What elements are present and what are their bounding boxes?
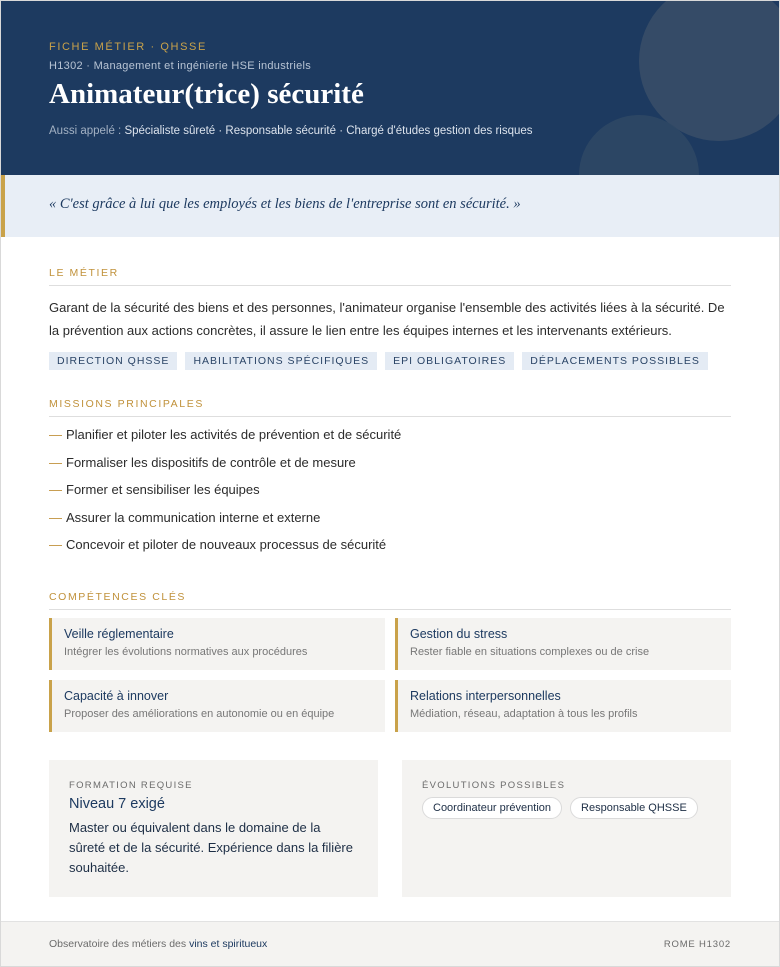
formation-level: Niveau 7 exigé — [69, 795, 165, 812]
main-content — [1, 237, 779, 897]
mission-text: Formaliser les dispositifs de contrôle et de mesure — [66, 454, 356, 470]
box-label: FORMATION REQUISE — [69, 779, 193, 791]
aka-line — [49, 125, 731, 137]
mission-text: Assurer la communication interne et externe — [66, 509, 321, 525]
section-missions — [49, 398, 731, 563]
list-item — [49, 535, 731, 563]
box-label: ÉVOLUTIONS POSSIBLES — [422, 779, 566, 791]
list-item — [49, 425, 731, 453]
competence-card — [49, 680, 385, 732]
dash-marker: — — [49, 427, 62, 442]
tag-list — [49, 352, 731, 370]
competence-name: Veille réglementaire — [64, 626, 174, 641]
missions-list — [49, 425, 731, 563]
mission-text: Concevoir et piloter de nouveaux processus de sécurité — [66, 537, 387, 552]
section-title: LE MÉTIER — [49, 267, 731, 286]
evolutions-box — [402, 760, 731, 897]
header-banner — [1, 1, 779, 175]
tag: HABILITATIONS SPÉCIFIQUES — [185, 352, 377, 370]
competence-desc: Rester fiable en situations complexes ou de crise — [410, 645, 650, 658]
competence-card — [395, 618, 731, 670]
competence-desc: Intégrer les évolutions normatives aux procédures — [64, 645, 308, 658]
list-item — [49, 480, 731, 508]
competences-grid — [49, 618, 731, 732]
evolution-chip: Responsable QHSSE — [570, 797, 698, 819]
evolution-chip: Coordinateur prévention — [422, 797, 562, 819]
dash-marker: — — [49, 482, 62, 497]
tag: EPI OBLIGATOIRES — [385, 352, 514, 370]
footer-code: ROME H1302 — [663, 938, 731, 950]
competence-name: Capacité à innover — [64, 688, 169, 703]
dash-marker: — — [49, 454, 62, 470]
aka-label: Aussi appelé : — [49, 125, 125, 137]
list-item — [49, 453, 731, 481]
competence-card — [49, 618, 385, 670]
competence-name: Gestion du stress — [410, 626, 508, 641]
footer-source — [49, 938, 267, 950]
list-item — [49, 508, 731, 536]
sheet-eyebrow: FICHE MÉTIER · QHSSE — [49, 41, 207, 53]
tag: DÉPLACEMENTS POSSIBLES — [522, 352, 708, 370]
competence-desc: Médiation, réseau, adaptation à tous les profils — [410, 707, 638, 720]
competence-card — [395, 680, 731, 732]
quote-banner: « C'est grâce à lui que les employés et les biens de l'entreprise sont en sécurité. » — [1, 175, 779, 237]
section-title: MISSIONS PRINCIPALES — [49, 398, 731, 417]
dash-marker: — — [49, 509, 62, 525]
mission-text: Planifier et piloter les activités de prévention et de sécurité — [66, 427, 402, 442]
section-title: COMPÉTENCES CLÉS — [49, 591, 731, 610]
info-boxes — [49, 760, 731, 897]
page-title: Animateur(trice) sécurité — [49, 78, 364, 110]
competence-name: Relations interpersonnelles — [410, 688, 561, 703]
section-competences — [49, 591, 731, 732]
aka-names: Spécialiste sûreté · Responsable sécurité · Chargé d'études gestion des risques — [124, 125, 533, 137]
competence-desc: Proposer des améliorations en autonomie ou en équipe — [64, 707, 335, 720]
formation-text: Master ou équivalent dans le domaine de la sûreté et de la sécurité. Expérience dans la filière souhaitée. — [69, 819, 353, 875]
formation-box — [49, 760, 378, 897]
dash-marker: — — [49, 537, 62, 552]
tag: DIRECTION QHSSE — [49, 352, 177, 370]
footer — [1, 921, 779, 966]
mission-text: Former et sensibiliser les équipes — [66, 482, 260, 497]
evolution-chips — [422, 797, 711, 819]
section-metier — [49, 267, 731, 370]
metier-description: Garant de la sécurité des biens et des personnes, l'animateur organise l'ensemble des activités liées à la sécurité. De la prévention aux actions concrètes, il assure le lien entre les équipes internes et les intervenants extérieurs. — [49, 300, 725, 338]
footer-highlight: vins et spiritueux — [189, 938, 268, 950]
footer-prefix: Observatoire des métiers des — [49, 938, 190, 950]
rome-code-line: H1302 · Management et ingénierie HSE industriels — [49, 60, 312, 72]
